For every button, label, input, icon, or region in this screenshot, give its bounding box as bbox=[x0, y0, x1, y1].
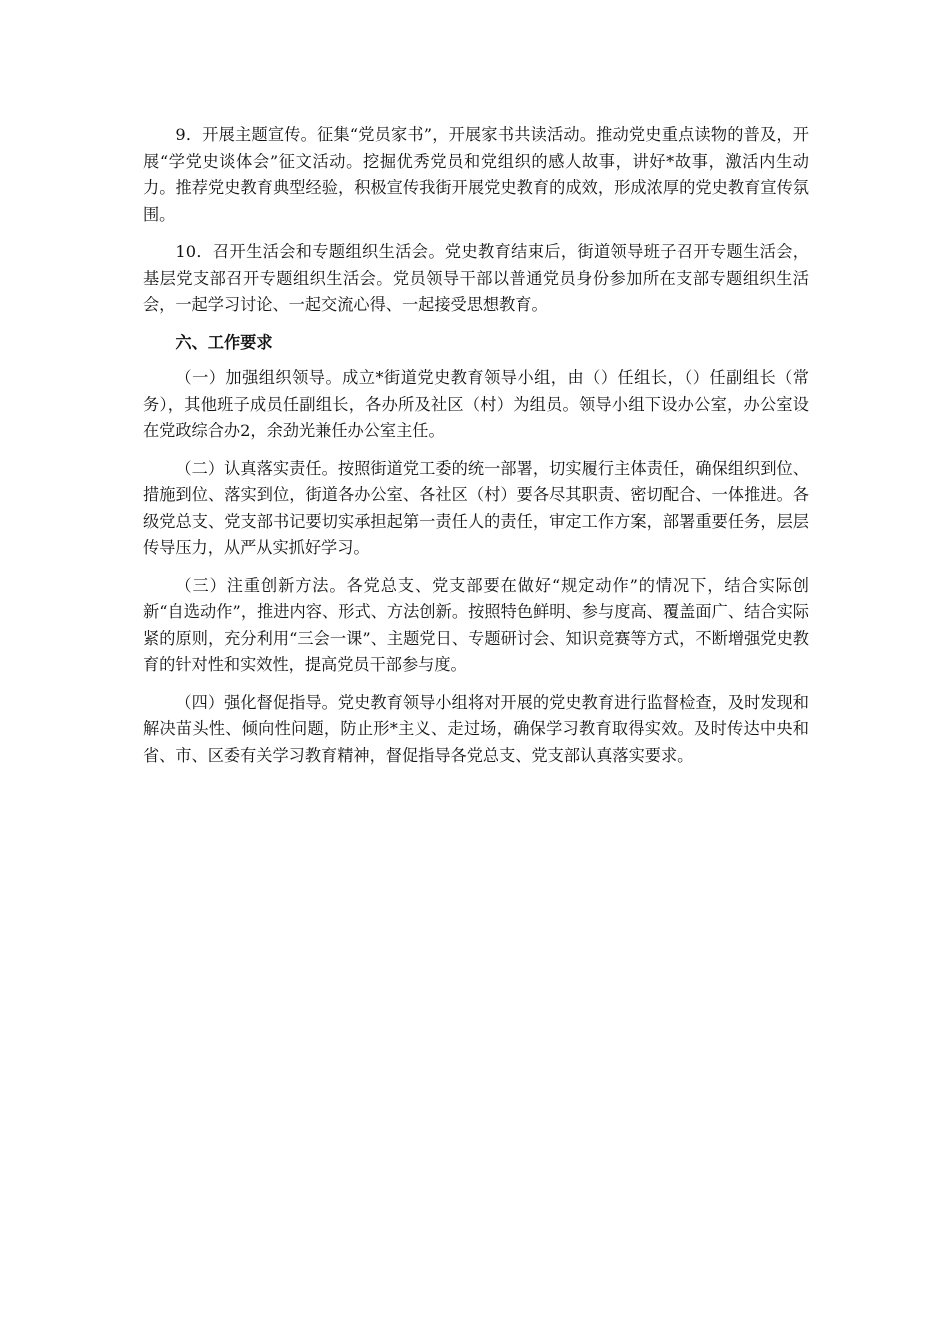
section-heading-work-requirements: 六、工作要求 bbox=[175, 332, 273, 352]
paragraph-requirement-4: （四）强化督促指导。党史教育领导小组将对开展的党史教育进行监督检查，及时发现和解决苗头性、倾向性问题，防止形*主义、走过场，确保学习教育取得实效。及时传达中央和省、市、区委有关学习教育精神，督促指导各党总支、党支部认真落实要求。 bbox=[143, 692, 809, 765]
paragraph-item-9: 9．开展主题宣传。征集“党员家书”，开展家书共读活动。推动党史重点读物的普及，开展“学党史谈体会”征文活动。挖掘优秀党员和党组织的感人故事，讲好*故事，激活内生动力。推荐党史教育典型经验，积极宣传我街开展党史教育的成效，形成浓厚的党史教育宣传氛围。 bbox=[143, 125, 809, 224]
paragraph-requirement-1: （一）加强组织领导。成立*街道党史教育领导小组，由（）任组长，（）任副组长（常务），其他班子成员任副组长，各办所及社区（村）为组员。领导小组下设办公室，办公室设在党政综合办2，余劲光兼任办公室主任。 bbox=[143, 368, 809, 440]
paragraph-requirement-2: （二）认真落实责任。按照街道党工委的统一部署，切实履行主体责任，确保组织到位、措施到位、落实到位，街道各办公室、各社区（村）要各尽其职责、密切配合、一体推进。各级党总支、党支部书记要切实承担起第一责任人的责任，审定工作方案，部署重要任务，层层传导压力，从严从实抓好学习。 bbox=[143, 458, 809, 557]
paragraph-requirement-3: （三）注重创新方法。各党总支、党支部要在做好“规定动作”的情况下，结合实际创新“自选动作”，推进内容、形式、方法创新。按照特色鲜明、参与度高、覆盖面广、结合实际紧的原则，充分利用“三会一课”、主题党日、专题研讨会、知识竞赛等方式，不断增强党史教育的针对性和实效性，提高党员干部参与度。 bbox=[143, 575, 809, 674]
paragraph-item-10: 10．召开生活会和专题组织生活会。党史教育结束后，街道领导班子召开专题生活会，基层党支部召开专题组织生活会。党员领导干部以普通党员身份参加所在支部专题组织生活会，一起学习讨论、一起交流心得、一起接受思想教育。 bbox=[143, 242, 809, 314]
document-body bbox=[143, 122, 809, 780]
